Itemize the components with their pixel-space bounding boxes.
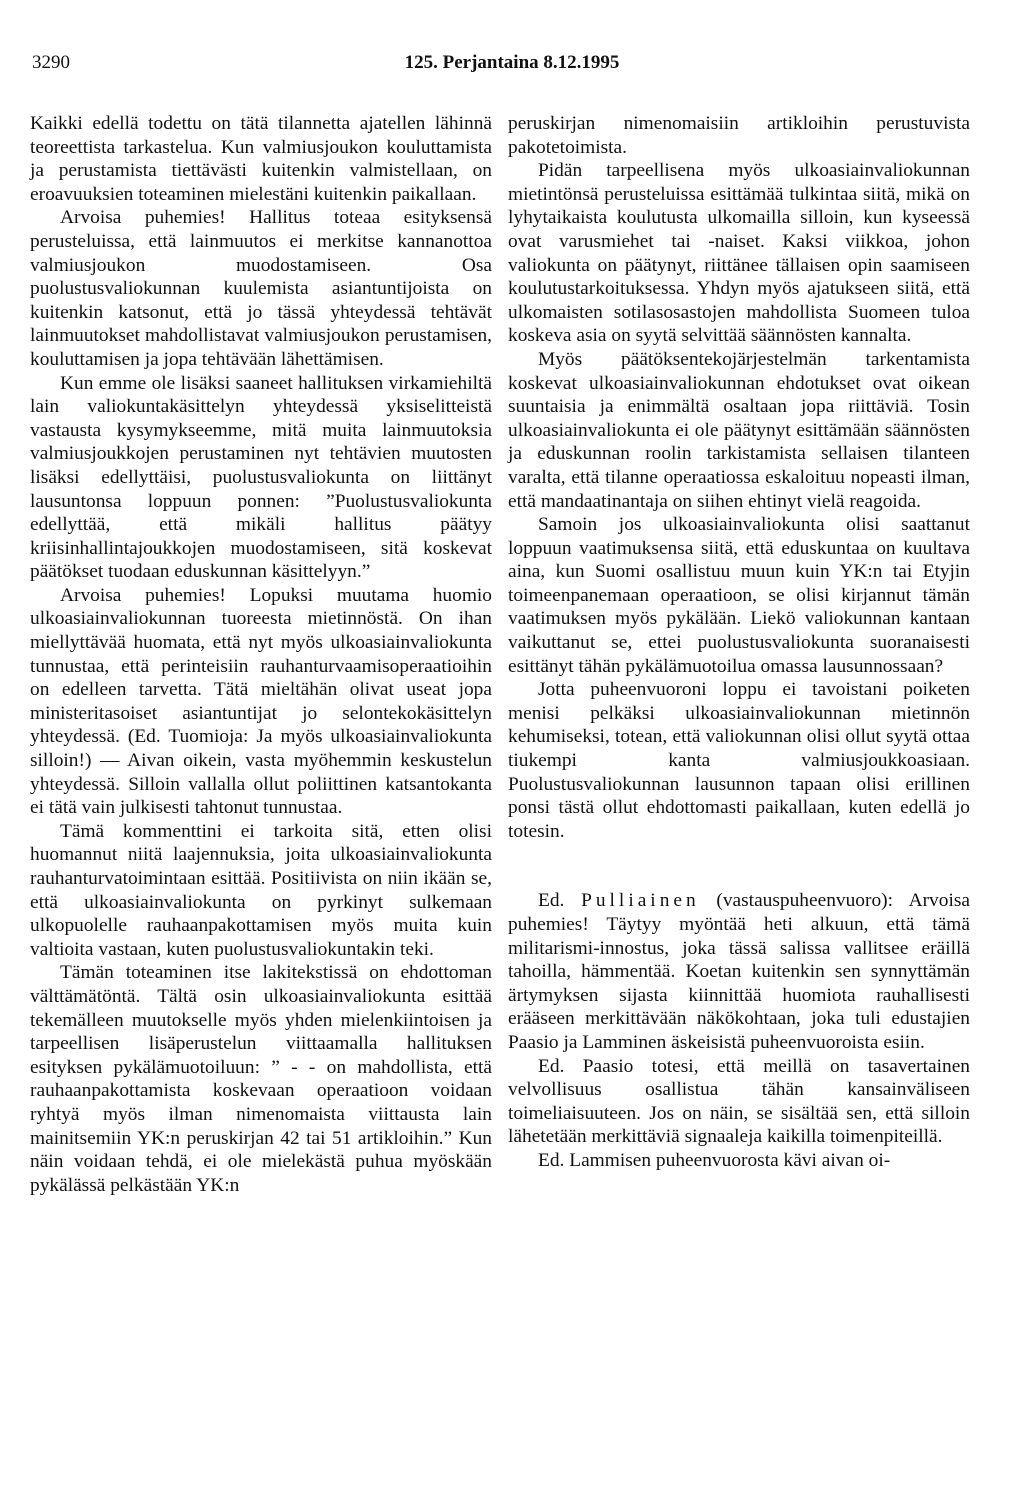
speaker-prefix: Ed.	[538, 890, 565, 912]
paragraph: Myös päätöksentekojärjestelmän tarkentamista koskevat ulkoasiainvaliokunnan ehdotukset ovat oikean suuntaisia ja enimmältä osaltaan jopa riittäviä. Tosin ulkoasiainvaliokunta ei ole päätynyt esittämään säännösten ja eduskunnan roolin tarkistamista sellaisen tilanteen varalta, että tilanne operaatiossa eskaloituu nopeasti ilman, että mandaatinantaja on siihen ehtinyt vielä reagoida.	[508, 348, 970, 512]
session-title: 125. Perjantaina 8.12.1995	[404, 52, 620, 73]
paragraph: Arvoisa puhemies! Lopuksi muutama huomio ulkoasiainvaliokunnan tuoreesta mietinnöstä. On ihan miellyttävää huomata, että nyt myös ulkoasiainvaliokunta tunnustaa, että perinteisiin rauhanturvaamisoperaatioihin on edelleen tarvetta. Tätä mieltähän olivat useat jopa ministeritasoiset asiantuntijat jo selontekokäsittelyn yhteydessä. (Ed. Tuomioja: Ja myös ulkoasiainvaliokunta silloin!) — Aivan oikein, vasta myöhemmin keskustelun yhteydessä. Silloin vallalla ollut poliittinen katsantokanta ei tätä vain julkisesti tahtonut tunnustaa.	[30, 584, 492, 819]
page-header	[32, 52, 992, 76]
speech-opening	[508, 889, 970, 1054]
speech-role: (vastauspuheenvuoro):	[716, 890, 893, 912]
paragraph: Kaikki edellä todettu on tätä tilannetta ajatellen lähinnä teoreettista tarkastelua. Kun valmiusjoukon kouluttamista ja perustamista tiettävästi kuitenkin valmistellaan, on eroavuuksien toteaminen mielestäni kuitenkin paikallaan.	[30, 113, 492, 205]
paragraph: Ed. Paasio totesi, että meillä on tasavertainen velvollisuus osallistua tähän kansainväliseen toimeliaisuuteen. Jos on näin, se sisältää sen, että silloin lähetetään merkittäviä signaaleja kaikilla toimenpiteillä.	[508, 1055, 970, 1148]
page-number: 3290	[32, 52, 70, 73]
left-column	[30, 112, 492, 1197]
paragraph: Tämä kommenttini ei tarkoita sitä, etten olisi huomannut niitä laajennuksia, joita ulkoasiainvaliokunta rauhanturvatoimintaan esittää. Positiivista on niin ikään se, että ulkoasiainvaliokunta on pyrkinyt sulkemaan ulkopuolelle rauhaanpakottamisen myös muita kuin valtioita vastaan, kuten puolustusvaliokuntakin teki.	[30, 820, 492, 960]
paragraph: Tämän toteaminen itse lakitekstissä on ehdottoman välttämätöntä. Tältä osin ulkoasiainvaliokunta esittää tekemälleen muutokselle myös yhden mielenkiintoisen ja tarpeellisen lisäperustelun viittaamalla hallituksen esityksen pykälämuotoiluun: ” - - on mahdollista, että rauhaanpakottamista koskevaan operaatioon voidaan ryhtyä myös ilman nimenomaista viittausta lain mainitsemiin YK:n peruskirjan 42 tai 51 artikloihin.” Kun näin voidaan tehdä, ei ole mielekästä puhua myöskään pykälässä pelkästään YK:n	[30, 962, 492, 1196]
paragraph: Jotta puheenvuoroni loppu ei tavoistani poiketen menisi pelkäksi ulkoasiainvaliokunnan mietinnön kehumiseksi, totean, että valiokunnan olisi ollut syytä ottaa tiukempi kanta valmiusjoukkoasiaan. Puolustusvaliokunnan lausunnon tapaan olisi erillinen ponsi tästä ollut ehdottomasti paikallaan, kuten edellä jo totesin.	[508, 679, 970, 842]
paragraph: Arvoisa puhemies! Hallitus toteaa esityksensä perusteluissa, että lainmuutos ei merkitse kannanottoa valmiusjoukon muodostamiseen. Osa puolustusvaliokunnan kuulemista asiantuntijoista on kuitenkin katsonut, että jo tässä yhteydessä tehtävät lainmuutokset mahdollistavat valmiusjoukon perustamisen, kouluttamisen ja jopa tehtävään lähettämisen.	[30, 207, 492, 370]
paragraph: peruskirjan nimenomaisiin artikloihin perustuvista pakotetoimista.	[508, 113, 970, 158]
right-column	[508, 112, 970, 1173]
paragraph: Samoin jos ulkoasiainvaliokunta olisi saattanut loppuun vaatimuksensa siitä, että eduskuntaa on kuultava aina, kun Suomi osallistuu muun kuin YK:n tai Etyjin toimeenpanemaan operaatioon, se olisi kirjannut tämän vaatimuksen myös pykälään. Liekö valiokunnan kantaan vaikuttanut se, ettei puolustusvaliokunta suoranaisesti esittänyt tähän pykälämuotoilua omassa lausunnossaan?	[508, 514, 970, 677]
speaker-name: Pulliainen	[581, 890, 700, 912]
speech-opening-text: Arvoisa puhemies! Täytyy myöntää heti alkuun, että tämä militarismi-innostus, joka tässä salissa vallitsee eräillä tahoilla, hämmentää. Koetan kuitenkin sen synnyttämän ärtymyksen sijasta kiinnittää huomiota rauhallisesti erääseen merkittävään näkökohtaan, joka tuli edustajien Paasio ja Lamminen äskeisistä puheenvuoroista esiin.	[508, 890, 970, 1053]
paragraph: Pidän tarpeellisena myös ulkoasiainvaliokunnan mietintönsä perusteluissa esittämää tulkintaa siitä, mikä on lyhytaikaista koulutusta ulkomailla silloin, kun kyseessä ovat varusmiehet tai -naiset. Kaksi viikkoa, johon valiokunta on päätynyt, riittänee tällaisen opin saamiseen koulutustarkoituksessa. Yhdyn myös ajatukseen siitä, että ulkomaisten sotilasosastojen mahdollista Suomeen tuloa koskeva asia on syytä selvittää säännösten kannalta.	[508, 160, 970, 347]
paragraph: Kun emme ole lisäksi saaneet hallituksen virkamiehiltä lain valiokuntakäsittelyn yhteydessä yksiselitteistä vastausta kysymykseemme, mitä muita lainmuutoksia valmiusjoukkojen perustaminen nyt tehtävien muutosten lisäksi edellyttäisi, puolustusvaliokunta on liittänyt lausuntonsa loppuun ponnen: ”Puolustusvaliokunta edellyttää, että mikäli hallitus päätyy kriisinhallintajoukkojen muodostamiseen, sitä koskevat päätökset tuodaan eduskunnan käsittelyyn.”	[30, 372, 492, 583]
paragraph: Ed. Lammisen puheenvuorosta kävi aivan oi-	[538, 1149, 891, 1171]
